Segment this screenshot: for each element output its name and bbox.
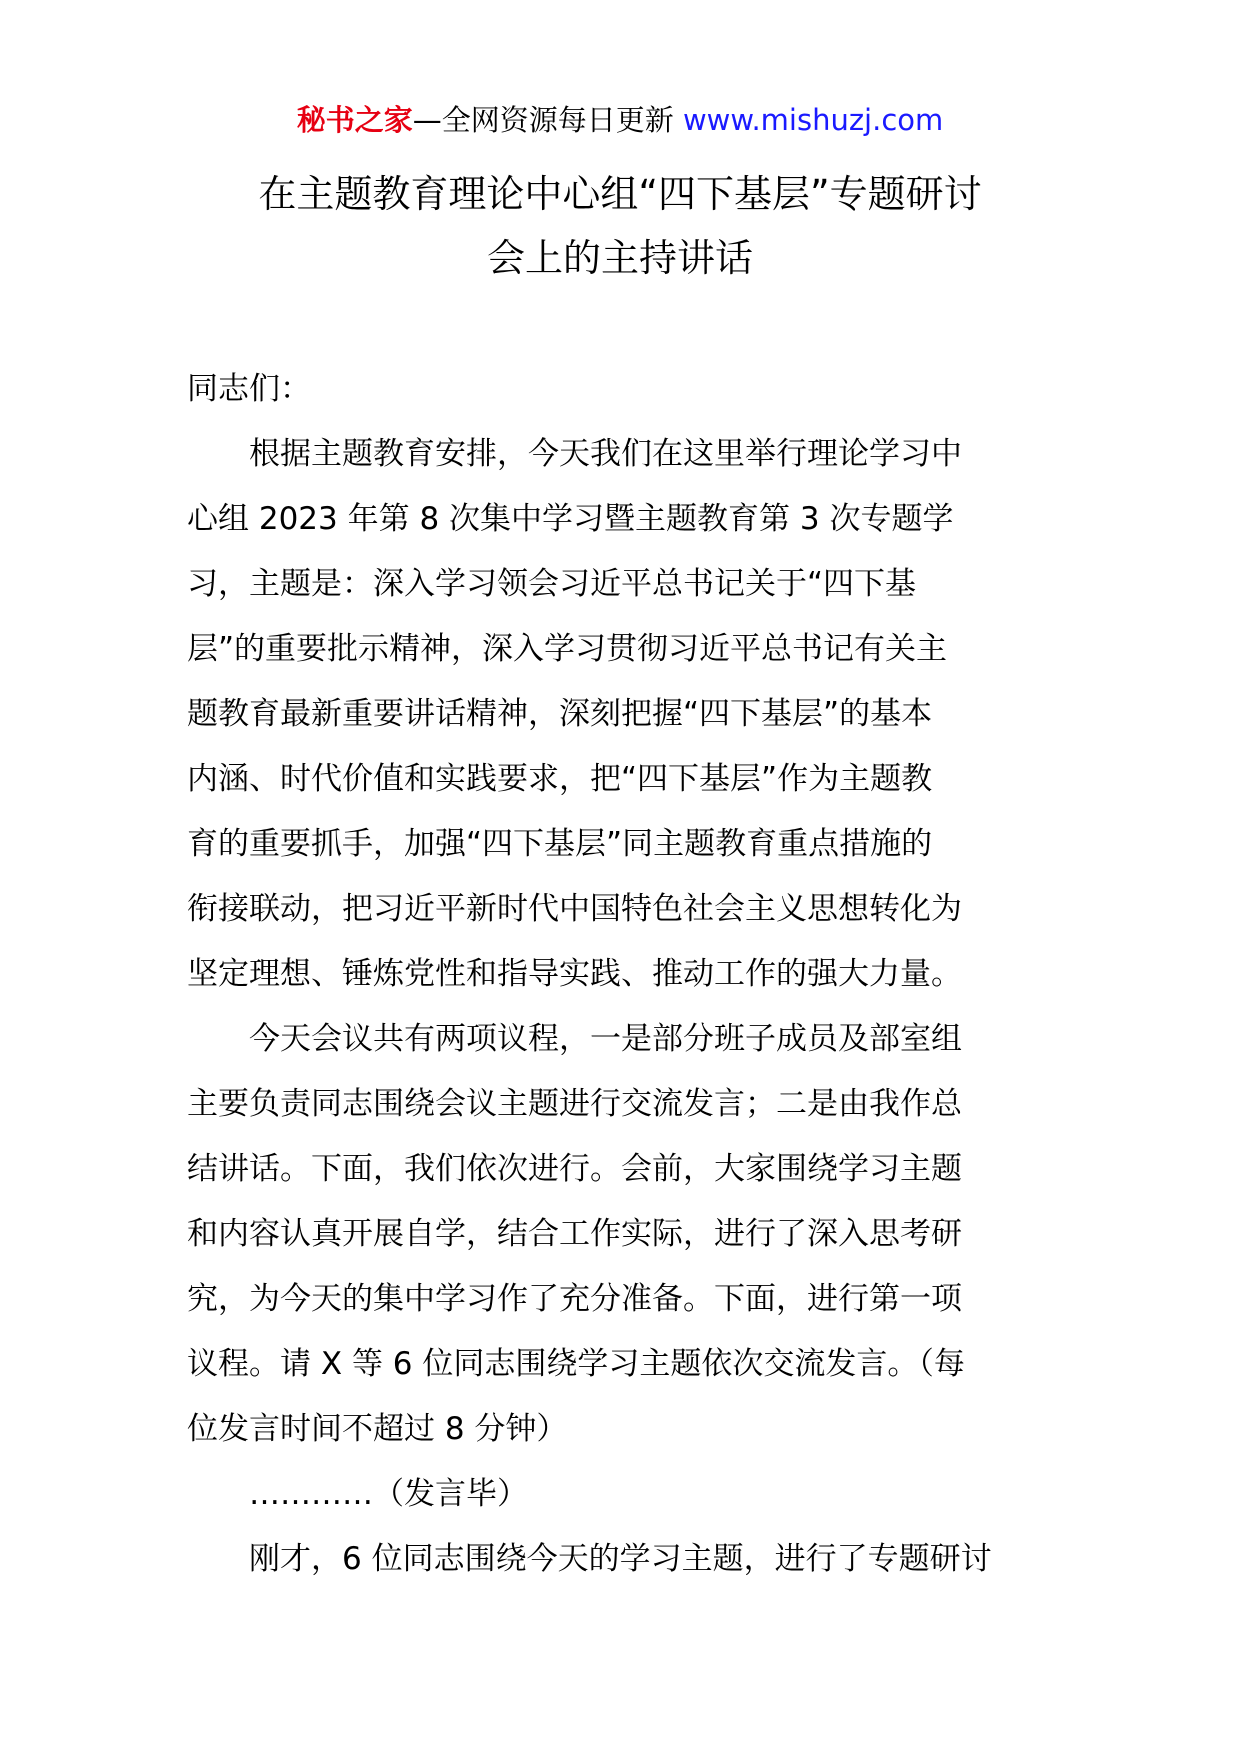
body-line: 主要负责同志围绕会议主题进行交流发言；二是由我作总 [187,1086,962,1122]
site-tagline: —全网资源每日更新 [412,103,683,137]
body-line: 和内容认真开展自学，结合工作实际，进行了深入思考研 [187,1216,962,1252]
salutation: 同志们： [187,371,311,407]
site-header [0,100,1240,140]
body-line: 议程。请 X 等 6 位同志围绕学习主题依次交流发言。（每 [187,1346,965,1382]
document-title [120,162,1120,290]
body-line: 心组 2023 年第 8 次集中学习暨主题教育第 3 次专题学 [187,501,954,537]
body-line: 坚定理想、锤炼党性和指导实践、推动工作的强大力量。 [187,956,962,992]
body-line: 位发言时间不超过 8 分钟） [187,1411,568,1447]
site-url-link[interactable]: www.mishuzj.com [682,103,944,137]
body-line: 衔接联动，把习近平新时代中国特色社会主义思想转化为 [187,891,962,927]
body-line: 今天会议共有两项议程，一是部分班子成员及部室组 [187,1021,962,1057]
body-line: 刚才，6 位同志围绕今天的学习主题，进行了专题研讨 [187,1541,992,1577]
body-line: 根据主题教育安排，今天我们在这里举行理论学习中 [187,436,962,472]
body-line: 结讲话。下面，我们依次进行。会前，大家围绕学习主题 [187,1151,962,1187]
body-line: 育的重要抓手，加强“四下基层”同主题教育重点措施的 [187,826,933,862]
title-line-2: 会上的主持讲话 [486,236,753,280]
body-line: 内涵、时代价值和实践要求，把“四下基层”作为主题教 [187,761,933,797]
brand-name: 秘书之家 [296,103,413,137]
body-line: 层”的重要批示精神，深入学习贯彻习近平总书记有关主 [187,631,948,667]
title-line-1: 在主题教育理论中心组“四下基层”专题研讨 [258,172,982,216]
body-line: 究，为今天的集中学习作了充分准备。下面，进行第一项 [187,1281,962,1317]
body-line: 习，主题是：深入学习领会习近平总书记关于“四下基 [187,566,917,602]
document-body [187,422,1057,1592]
body-line: 题教育最新重要讲话精神，深刻把握“四下基层”的基本 [187,696,933,732]
body-line: …………（发言毕） [187,1476,528,1512]
